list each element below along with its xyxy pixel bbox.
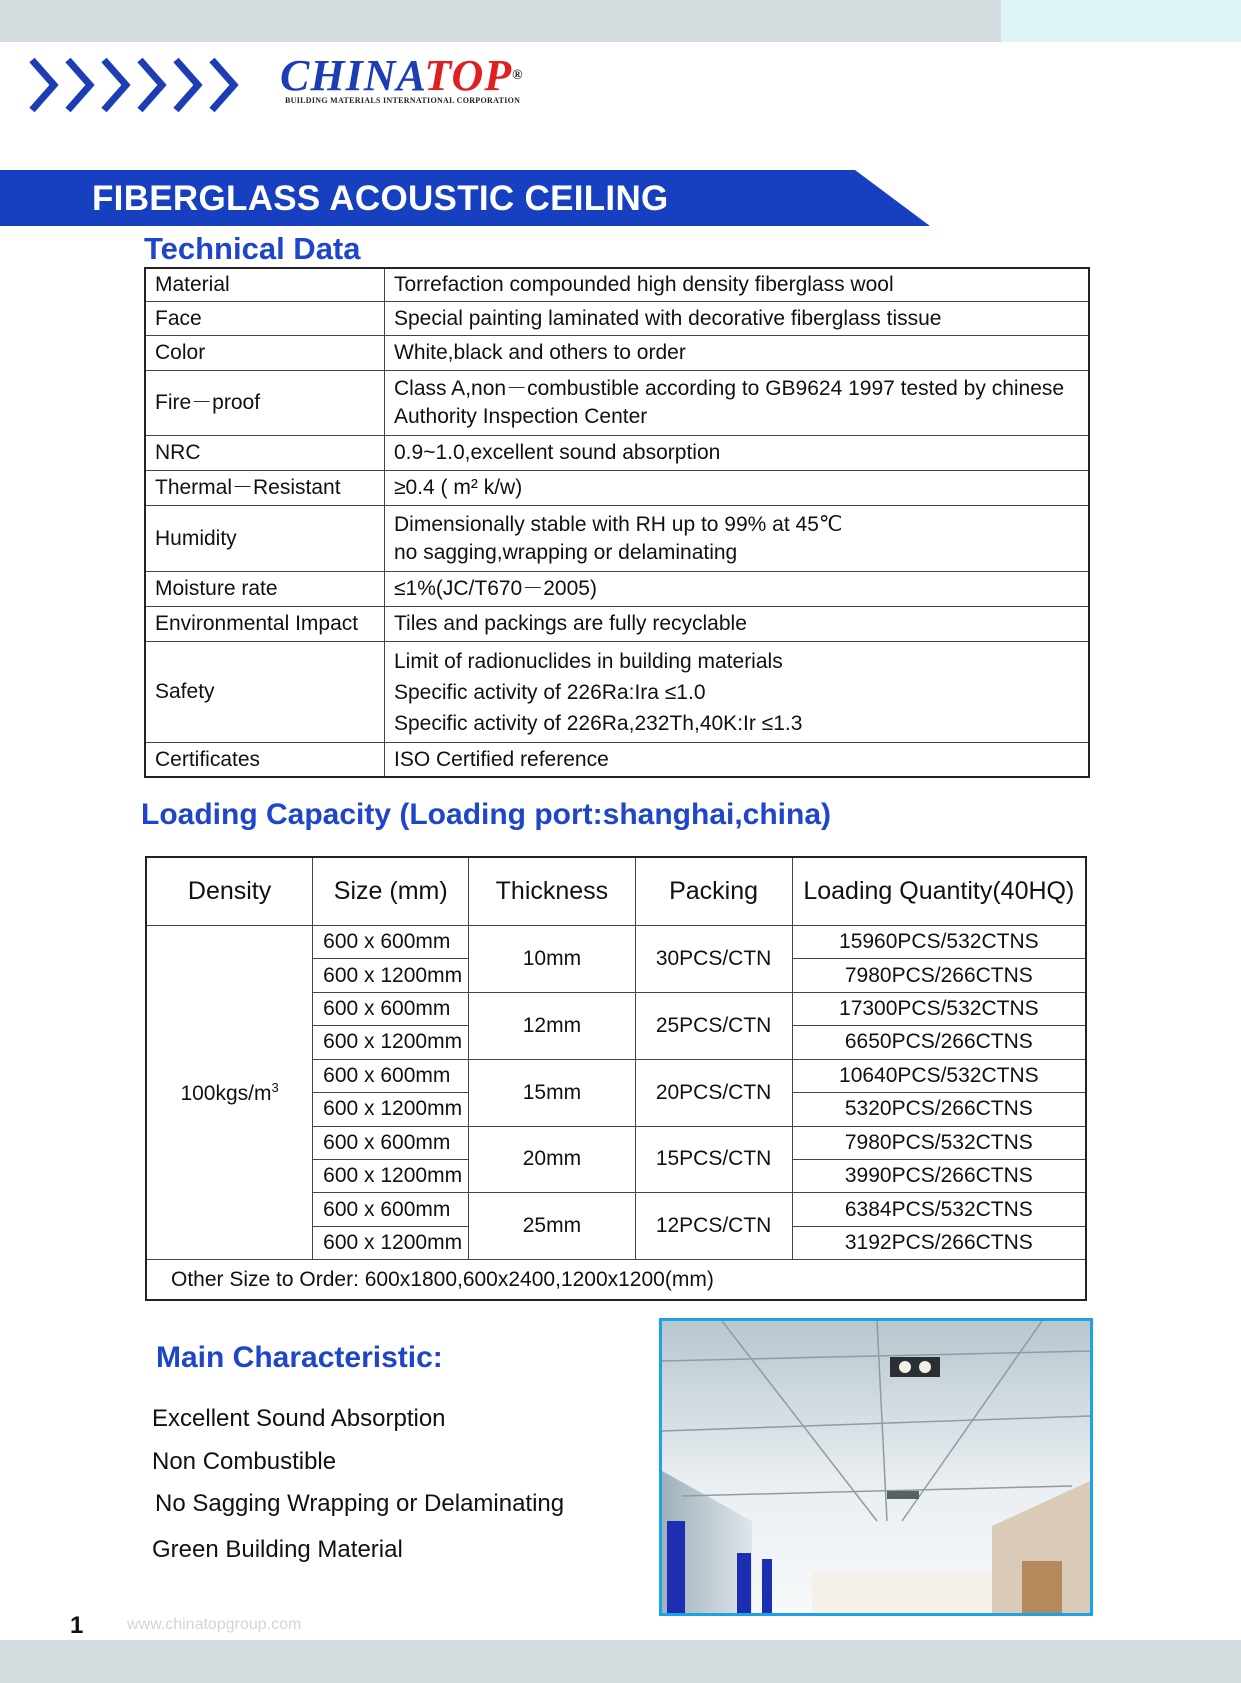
value-line: Tiles and packings are fully recyclable bbox=[394, 612, 747, 636]
property-cell: Color bbox=[145, 336, 385, 370]
property-cell: Certificates bbox=[145, 743, 385, 777]
column-header: Size (mm) bbox=[313, 857, 469, 925]
property-cell: Humidity bbox=[145, 505, 385, 572]
value-line: ISO Certified reference bbox=[394, 747, 609, 771]
table-row bbox=[146, 925, 1086, 958]
logo-subtitle: BUILDING MATERIALS INTERNATIONAL CORPORATION bbox=[285, 96, 521, 105]
packing-cell: 15PCS/CTN bbox=[635, 1126, 792, 1193]
quantity-cell: 7980PCS/532CTNS bbox=[792, 1126, 1086, 1159]
value-line: Specific activity of 226Ra,232Th,40K:Ir ≤1.3 bbox=[394, 711, 803, 735]
packing-cell: 20PCS/CTN bbox=[635, 1059, 792, 1126]
column-header: Packing bbox=[635, 857, 792, 925]
header-row bbox=[146, 857, 1086, 925]
table-row bbox=[145, 370, 1089, 436]
value-line: Special painting laminated with decorative fiberglass tissue bbox=[394, 306, 942, 330]
table-row bbox=[145, 268, 1089, 301]
table-row bbox=[145, 572, 1089, 606]
value-line: Specific activity of 226Ra:Ira ≤1.0 bbox=[394, 680, 706, 704]
value-line: Limit of radionuclides in building materials bbox=[394, 649, 783, 673]
list-item: Green Building Material bbox=[152, 1536, 403, 1563]
value-cell bbox=[385, 572, 1090, 606]
technical-data-table bbox=[144, 267, 1090, 778]
value-line: White,black and others to order bbox=[394, 340, 686, 364]
density-cell bbox=[146, 925, 313, 1259]
quantity-cell: 7980PCS/266CTNS bbox=[792, 959, 1086, 992]
note-row bbox=[146, 1260, 1086, 1300]
loading-capacity-table bbox=[145, 856, 1087, 1301]
value-cell bbox=[385, 642, 1090, 743]
value-cell bbox=[385, 301, 1090, 335]
thickness-cell: 25mm bbox=[469, 1193, 635, 1260]
density-exponent: 3 bbox=[271, 1079, 279, 1095]
table-row bbox=[145, 436, 1089, 471]
company-logo bbox=[280, 51, 524, 105]
property-cell: Environmental Impact bbox=[145, 606, 385, 641]
quantity-cell: 17300PCS/532CTNS bbox=[792, 992, 1086, 1025]
size-cell: 600 x 1200mm bbox=[313, 1026, 469, 1059]
size-cell: 600 x 1200mm bbox=[313, 1226, 469, 1259]
value-cell bbox=[385, 436, 1090, 471]
value-line: Torrefaction compounded high density fiberglass wool bbox=[394, 273, 894, 297]
table-row bbox=[145, 505, 1089, 572]
ceiling-photo bbox=[659, 1318, 1093, 1616]
table-row bbox=[145, 471, 1089, 505]
quantity-cell: 6384PCS/532CTNS bbox=[792, 1193, 1086, 1226]
table-row bbox=[145, 743, 1089, 777]
packing-cell: 25PCS/CTN bbox=[635, 992, 792, 1059]
packing-cell: 30PCS/CTN bbox=[635, 925, 792, 992]
property-cell: Moisture rate bbox=[145, 572, 385, 606]
property-cell: Material bbox=[145, 268, 385, 301]
value-line: ≤1%(JC/T670－2005) bbox=[394, 577, 597, 601]
column-header: Thickness bbox=[469, 857, 635, 925]
property-cell: Thermal－Resistant bbox=[145, 471, 385, 505]
table-row bbox=[145, 301, 1089, 335]
list-item: Excellent Sound Absorption bbox=[152, 1405, 446, 1432]
website-url[interactable]: www.chinatopgroup.com bbox=[127, 1616, 302, 1633]
quantity-cell: 10640PCS/532CTNS bbox=[792, 1059, 1086, 1092]
top-band-accent bbox=[1001, 0, 1241, 42]
value-cell bbox=[385, 505, 1090, 572]
main-characteristic-heading: Main Characteristic: bbox=[156, 1341, 443, 1374]
value-cell bbox=[385, 606, 1090, 641]
value-line: 0.9~1.0,excellent sound absorption bbox=[394, 441, 721, 465]
value-line: Class A,non－combustible according to GB9624 1997 tested by chinese Authority Inspection Center bbox=[394, 377, 1065, 428]
logo-main-text: CHINA bbox=[280, 51, 425, 100]
thickness-cell: 12mm bbox=[469, 992, 635, 1059]
page-number: 1 bbox=[70, 1612, 84, 1639]
value-cell bbox=[385, 743, 1090, 777]
quantity-cell: 15960PCS/532CTNS bbox=[792, 925, 1086, 958]
ceiling-interior-image bbox=[662, 1321, 1090, 1613]
column-header: Loading Quantity(40HQ) bbox=[792, 857, 1086, 925]
other-sizes-note: Other Size to Order: 600x1800,600x2400,1200x1200(mm) bbox=[146, 1260, 1086, 1300]
thickness-cell: 10mm bbox=[469, 925, 635, 992]
size-cell: 600 x 600mm bbox=[313, 1126, 469, 1159]
table-row bbox=[145, 642, 1089, 743]
value-cell bbox=[385, 471, 1090, 505]
column-header: Density bbox=[146, 857, 313, 925]
property-cell: NRC bbox=[145, 436, 385, 471]
size-cell: 600 x 1200mm bbox=[313, 959, 469, 992]
size-cell: 600 x 600mm bbox=[313, 992, 469, 1025]
size-cell: 600 x 600mm bbox=[313, 925, 469, 958]
value-line: no sagging,wrapping or delaminating bbox=[394, 540, 738, 564]
value-cell bbox=[385, 336, 1090, 370]
quantity-cell: 3990PCS/266CTNS bbox=[792, 1159, 1086, 1192]
value-cell bbox=[385, 268, 1090, 301]
bottom-band bbox=[0, 1640, 1241, 1683]
value-line: Dimensionally stable with RH up to 99% at 45℃ bbox=[394, 512, 843, 536]
property-cell: Fire－proof bbox=[145, 370, 385, 436]
table-row bbox=[145, 606, 1089, 641]
quantity-cell: 3192PCS/266CTNS bbox=[792, 1226, 1086, 1259]
size-cell: 600 x 1200mm bbox=[313, 1093, 469, 1126]
value-line: ≥0.4 ( m² k/w) bbox=[394, 476, 523, 500]
size-cell: 600 x 1200mm bbox=[313, 1159, 469, 1192]
list-item: Non Combustible bbox=[152, 1448, 337, 1475]
size-cell: 600 x 600mm bbox=[313, 1059, 469, 1092]
registered-mark: ® bbox=[512, 68, 524, 83]
thickness-cell: 15mm bbox=[469, 1059, 635, 1126]
thickness-cell: 20mm bbox=[469, 1126, 635, 1193]
logo-accent-text: TOP bbox=[424, 51, 513, 100]
size-cell: 600 x 600mm bbox=[313, 1193, 469, 1226]
list-item: No Sagging Wrapping or Delaminating bbox=[155, 1490, 565, 1517]
property-cell: Face bbox=[145, 301, 385, 335]
quantity-cell: 6650PCS/266CTNS bbox=[792, 1026, 1086, 1059]
technical-data-heading: Technical Data bbox=[144, 231, 361, 266]
packing-cell: 12PCS/CTN bbox=[635, 1193, 792, 1260]
chevron-arrows-icon bbox=[28, 55, 258, 115]
value-cell bbox=[385, 370, 1090, 436]
quantity-cell: 5320PCS/266CTNS bbox=[792, 1093, 1086, 1126]
page-title: FIBERGLASS ACOUSTIC CEILING bbox=[92, 179, 669, 218]
density-value: 100kgs/m bbox=[180, 1081, 272, 1105]
table-row bbox=[145, 336, 1089, 370]
loading-capacity-heading: Loading Capacity (Loading port:shanghai,china) bbox=[141, 798, 832, 831]
property-cell: Safety bbox=[145, 642, 385, 743]
